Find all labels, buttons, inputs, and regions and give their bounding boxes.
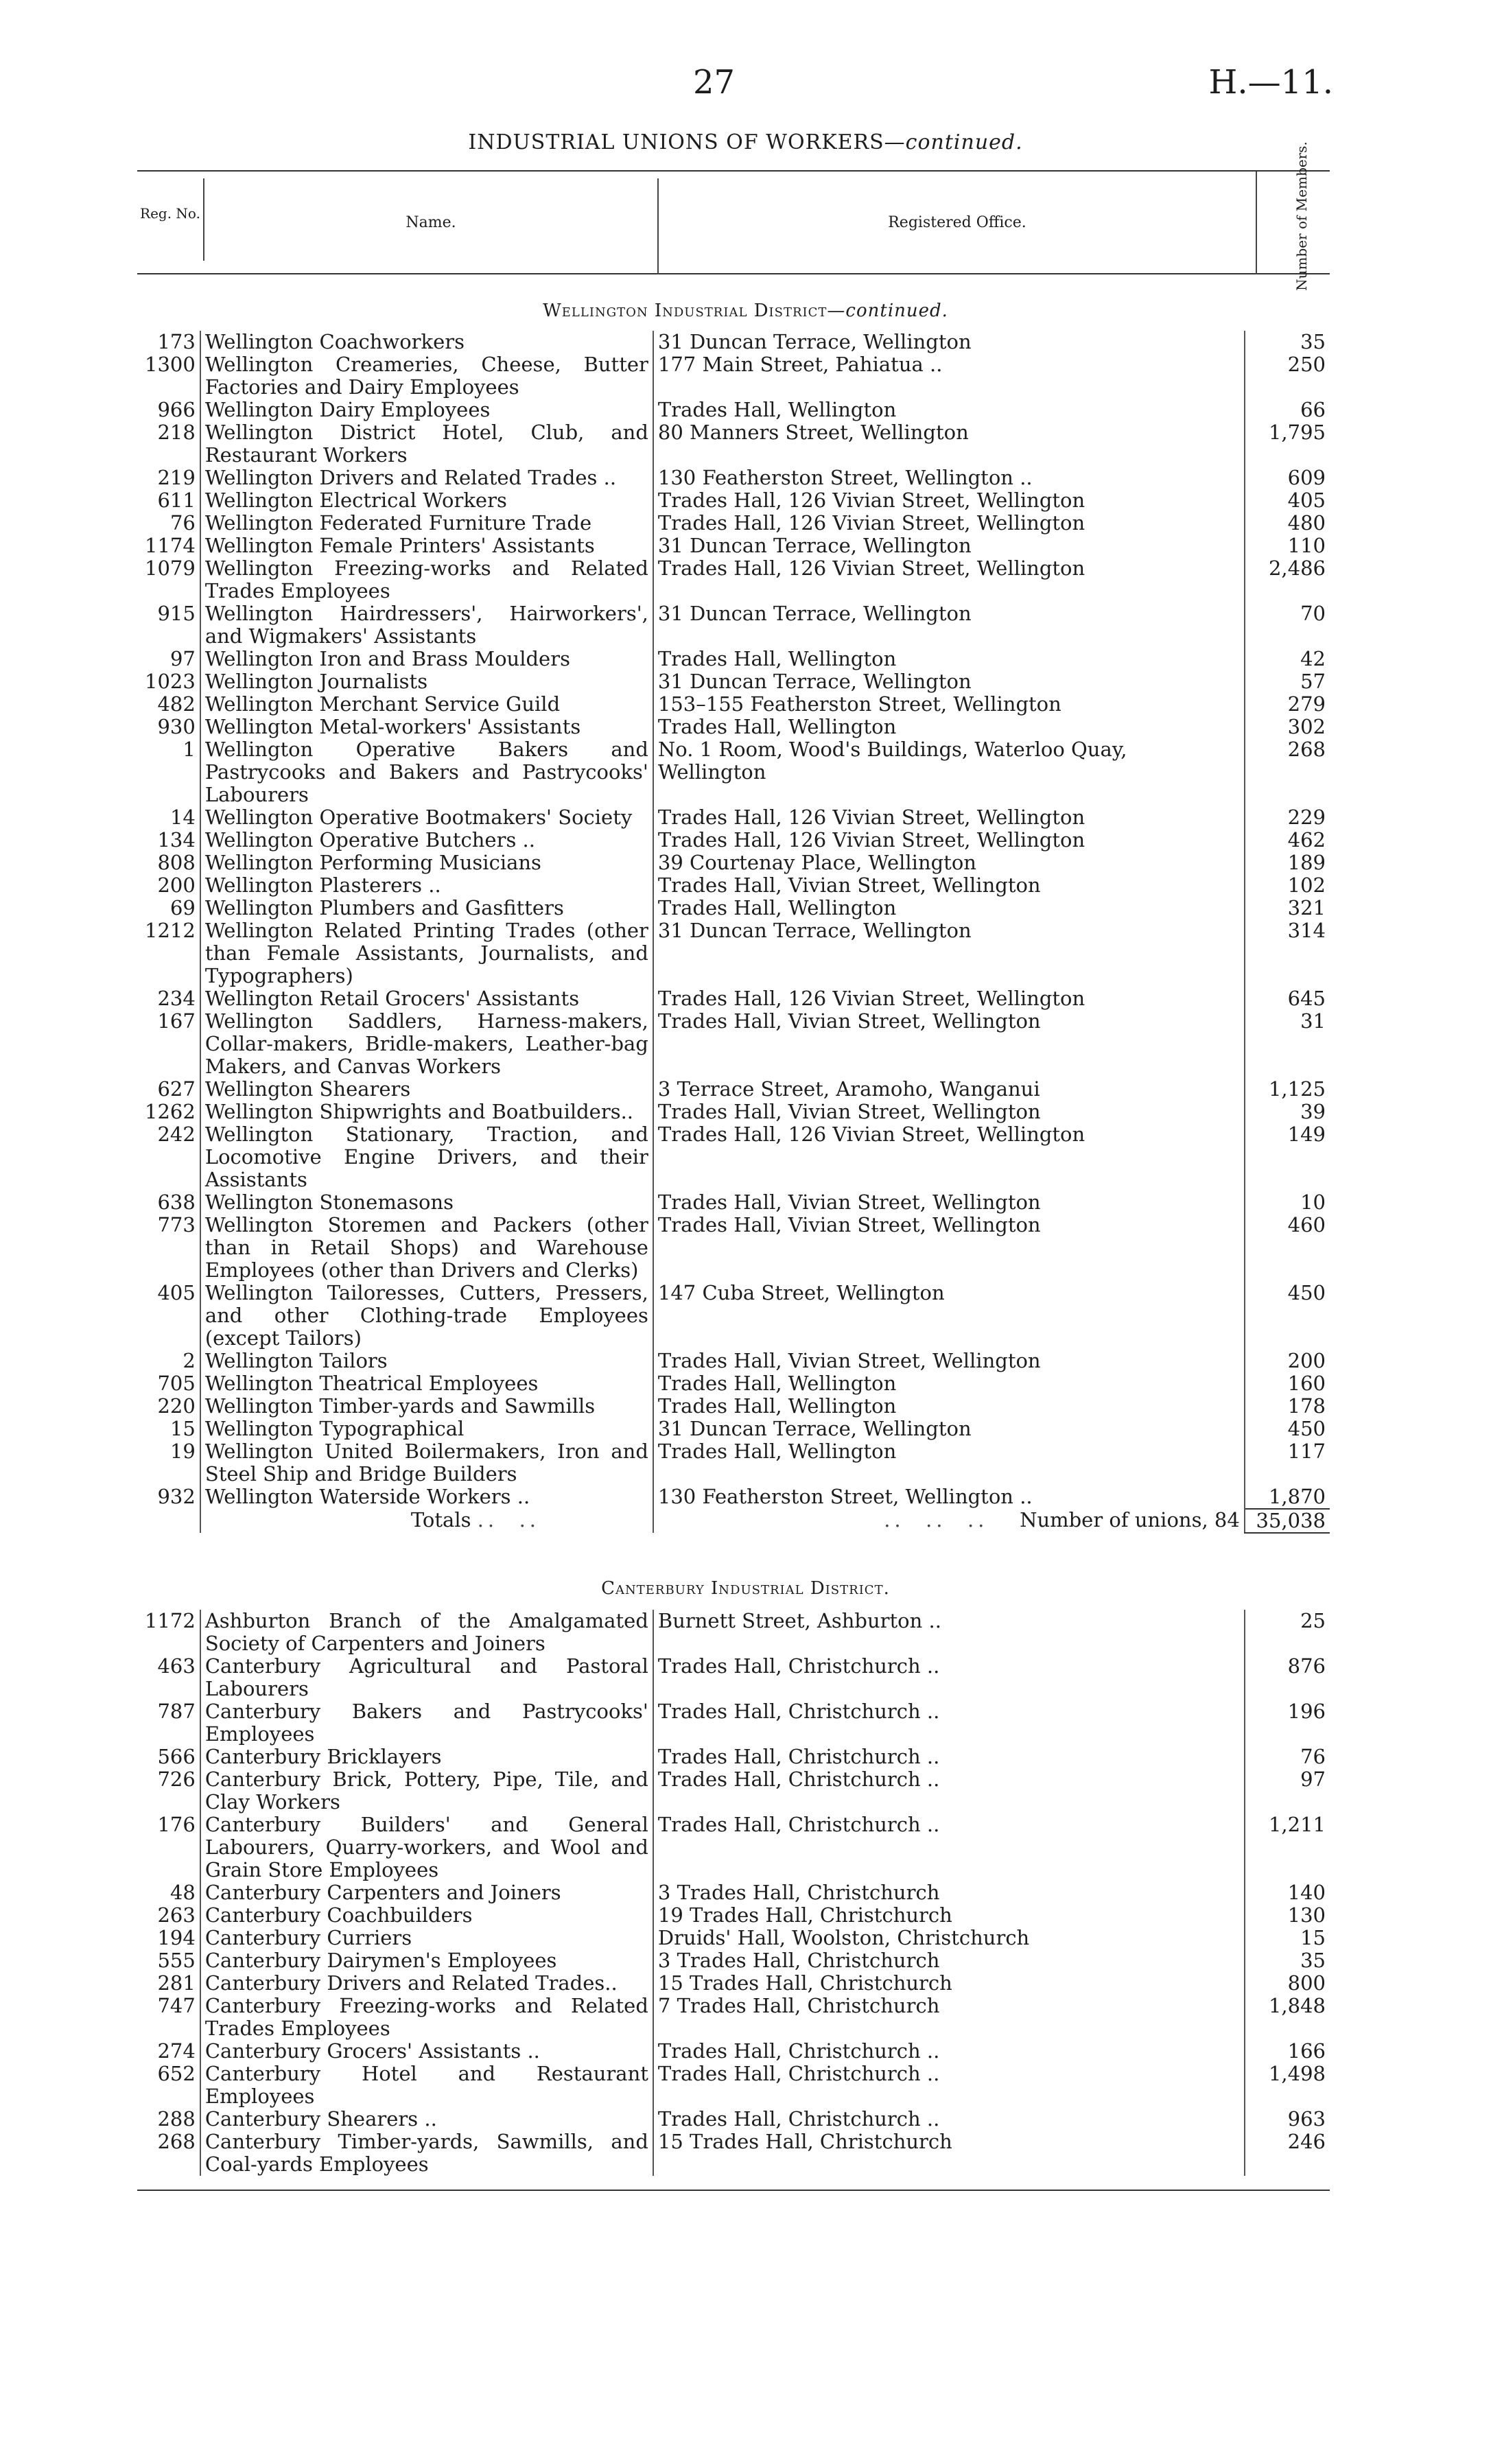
union-name-cell: Wellington Freezing-works and Related Trades Employees: [200, 557, 653, 602]
members-cell: 1,848: [1245, 1995, 1330, 2040]
union-name-cell: Canterbury Drivers and Related Trades..: [200, 1972, 653, 1995]
table-row: [137, 829, 1330, 852]
union-name-cell: Wellington United Boilermakers, Iron and Steel Ship and Bridge Builders: [200, 1440, 653, 1486]
members-cell: 166: [1245, 2040, 1330, 2063]
members-cell: 462: [1245, 829, 1330, 852]
union-name-cell: Wellington Creameries, Cheese, Butter Factories and Dairy Employees: [200, 353, 653, 399]
union-name-cell: Wellington Operative Butchers ..: [200, 829, 653, 852]
reg-no-cell: 405: [157, 1281, 196, 1304]
union-name-cell: Wellington Female Printers' Assistants: [200, 535, 653, 557]
union-name-cell: Canterbury Coachbuilders: [200, 1904, 653, 1927]
registered-office-cell: Trades Hall, Christchurch ..: [653, 1655, 1245, 1700]
members-cell: 609: [1245, 467, 1330, 489]
union-name-cell: Canterbury Freezing-works and Related Trades Employees: [200, 1995, 653, 2040]
reg-no-cell: 219: [157, 466, 196, 489]
table-row: [137, 2108, 1330, 2131]
totals-label: Totals: [410, 1508, 471, 1532]
union-name-cell: Wellington Iron and Brass Moulders: [200, 648, 653, 670]
table-row: [137, 1214, 1330, 1282]
totals-row: Totals .. .. .. .. .. Number of unions, 84 35,038: [137, 1509, 1330, 1533]
registered-office-cell: Trades Hall, Christchurch ..: [653, 2108, 1245, 2131]
registered-office-cell: 177 Main Street, Pahiatua ..: [653, 353, 1245, 399]
registered-office-cell: Trades Hall, Wellington: [653, 648, 1245, 670]
table-row: [137, 738, 1330, 806]
registered-office-cell: 80 Manners Street, Wellington: [653, 421, 1245, 467]
table-row: [137, 1995, 1330, 2040]
reg-no-cell: 966: [157, 398, 196, 421]
registered-office-cell: Trades Hall, 126 Vivian Street, Wellington: [653, 512, 1245, 535]
reg-no-cell: 220: [157, 1394, 196, 1418]
registered-office-cell: 31 Duncan Terrace, Wellington: [653, 1418, 1245, 1440]
registered-office-cell: 130 Featherston Street, Wellington ..: [653, 1486, 1245, 1509]
table-row: [137, 1768, 1330, 1814]
union-name-cell: Canterbury Bakers and Pastrycooks' Employees: [200, 1700, 653, 1746]
table-row: [137, 1904, 1330, 1927]
members-cell: 302: [1245, 716, 1330, 738]
table-row: [137, 1418, 1330, 1440]
registered-office-cell: 15 Trades Hall, Christchurch: [653, 1972, 1245, 1995]
union-name-cell: Canterbury Builders' and General Labourers, Quarry-workers, and Wool and Grain Store Employees: [200, 1814, 653, 1881]
registered-office-cell: Trades Hall, Vivian Street, Wellington: [653, 1101, 1245, 1123]
reg-no-cell: 1262: [145, 1100, 196, 1123]
reg-no-cell: 274: [157, 2039, 196, 2063]
union-name-cell: Canterbury Agricultural and Pastoral Labourers: [200, 1655, 653, 1700]
table-row: [137, 648, 1330, 670]
members-cell: 800: [1245, 1972, 1330, 1995]
registered-office-cell: Trades Hall, 126 Vivian Street, Wellington: [653, 1123, 1245, 1191]
members-cell: 70: [1245, 602, 1330, 648]
union-name-cell: Canterbury Carpenters and Joiners: [200, 1881, 653, 1904]
members-cell: 405: [1245, 489, 1330, 512]
registered-office-cell: 31 Duncan Terrace, Wellington: [653, 535, 1245, 557]
union-name-cell: Wellington District Hotel, Club, and Restaurant Workers: [200, 421, 653, 467]
table-row: [137, 512, 1330, 535]
members-cell: 876: [1245, 1655, 1330, 1700]
table-row: [137, 1486, 1330, 1509]
table-row: [137, 1010, 1330, 1078]
registered-office-cell: 31 Duncan Terrace, Wellington: [653, 331, 1245, 353]
table-row: [137, 399, 1330, 421]
members-cell: 189: [1245, 852, 1330, 874]
reg-no-cell: 288: [157, 2107, 196, 2131]
registered-office-cell: Burnett Street, Ashburton ..: [653, 1610, 1245, 1655]
registered-office-cell: Trades Hall, 126 Vivian Street, Wellington: [653, 489, 1245, 512]
table-row: [137, 535, 1330, 557]
reg-no-cell: 218: [157, 421, 196, 444]
page-title: [0, 130, 1491, 154]
title-text: INDUSTRIAL UNIONS OF WORKERS—: [468, 130, 906, 154]
reg-no-cell: 1300: [145, 353, 196, 376]
registered-office-cell: Trades Hall, Wellington: [653, 716, 1245, 738]
table-row: [137, 1123, 1330, 1191]
reg-no-cell: 638: [157, 1190, 196, 1214]
table-row: [137, 1972, 1330, 1995]
members-cell: 31: [1245, 1010, 1330, 1078]
registered-office-cell: 147 Cuba Street, Wellington: [653, 1282, 1245, 1350]
members-cell: 200: [1245, 1350, 1330, 1372]
reg-no-cell: 652: [157, 2062, 196, 2085]
reg-no-cell: 134: [157, 828, 196, 852]
reg-no-cell: 1174: [145, 534, 196, 557]
union-name-cell: Wellington Storemen and Packers (other than in Retail Shops) and Warehouse Employees (other than Drivers and Clerks): [200, 1214, 653, 1282]
registered-office-cell: Trades Hall, Wellington: [653, 1395, 1245, 1418]
union-name-cell: Wellington Operative Bootmakers' Society: [200, 806, 653, 829]
union-name-cell: Wellington Shipwrights and Boatbuilders..: [200, 1101, 653, 1123]
union-name-cell: Canterbury Timber-yards, Sawmills, and Coal-yards Employees: [200, 2131, 653, 2176]
reg-no-cell: 234: [157, 987, 196, 1010]
members-cell: 130: [1245, 1904, 1330, 1927]
registered-office-cell: 15 Trades Hall, Christchurch: [653, 2131, 1245, 2176]
union-name-cell: Ashburton Branch of the Amalgamated Society of Carpenters and Joiners: [200, 1610, 653, 1655]
members-cell: 480: [1245, 512, 1330, 535]
table-row: [137, 2040, 1330, 2063]
union-name-cell: Wellington Tailors: [200, 1350, 653, 1372]
registered-office-cell: 31 Duncan Terrace, Wellington: [653, 670, 1245, 693]
members-cell: 149: [1245, 1123, 1330, 1191]
table-row: [137, 716, 1330, 738]
members-cell: 1,498: [1245, 2063, 1330, 2108]
reg-no-cell: 627: [157, 1077, 196, 1101]
canterbury-unions-table: [137, 1610, 1330, 2176]
members-cell: 15: [1245, 1927, 1330, 1949]
registered-office-cell: Trades Hall, Wellington: [653, 1372, 1245, 1395]
reg-no-cell: 747: [157, 1994, 196, 2017]
reg-no-cell: 566: [157, 1745, 196, 1768]
page-number: 27: [693, 63, 736, 102]
union-name-cell: Wellington Retail Grocers' Assistants: [200, 987, 653, 1010]
members-cell: 196: [1245, 1700, 1330, 1746]
registered-office-cell: No. 1 Room, Wood's Buildings, Waterloo Quay, Wellington: [653, 738, 1245, 806]
registered-office-cell: Trades Hall, 126 Vivian Street, Wellington: [653, 829, 1245, 852]
table-row: [137, 1927, 1330, 1949]
table-row: [137, 353, 1330, 399]
union-name-cell: Wellington Stonemasons: [200, 1191, 653, 1214]
section-heading-wellington: Wellington Industrial District—continued.: [543, 301, 948, 321]
reg-no-cell: 263: [157, 1903, 196, 1927]
union-name-cell: Canterbury Dairymen's Employees: [200, 1949, 653, 1972]
members-cell: 66: [1245, 399, 1330, 421]
members-cell: 1,870: [1245, 1486, 1330, 1509]
table-row: [137, 852, 1330, 874]
table-row: [137, 331, 1330, 353]
members-cell: 42: [1245, 648, 1330, 670]
registered-office-cell: Trades Hall, Wellington: [653, 1440, 1245, 1486]
reg-no-cell: 932: [157, 1485, 196, 1508]
union-name-cell: Wellington Tailoresses, Cutters, Pressers, and other Clothing-trade Employees (except Tailors): [200, 1282, 653, 1350]
registered-office-cell: 3 Terrace Street, Aramoho, Wanganui: [653, 1078, 1245, 1101]
reg-no-cell: 1172: [145, 1609, 196, 1632]
reg-no-cell: 268: [157, 2130, 196, 2153]
registered-office-cell: 3 Trades Hall, Christchurch: [653, 1881, 1245, 1904]
union-name-cell: Wellington Shearers: [200, 1078, 653, 1101]
registered-office-cell: Trades Hall, Wellington: [653, 399, 1245, 421]
registered-office-cell: 153–155 Featherston Street, Wellington: [653, 693, 1245, 716]
members-cell: 10: [1245, 1191, 1330, 1214]
reg-no-cell: 14: [169, 806, 196, 829]
reg-no-cell: 69: [169, 896, 196, 919]
members-cell: 460: [1245, 1214, 1330, 1282]
reg-no-cell: 482: [157, 692, 196, 716]
totals-unions: Number of unions, 84: [1020, 1508, 1240, 1532]
registered-office-cell: Trades Hall, Christchurch ..: [653, 1814, 1245, 1881]
report-code: H.—11.: [1208, 63, 1333, 102]
table-row: [137, 421, 1330, 467]
union-name-cell: Wellington Electrical Workers: [200, 489, 653, 512]
reg-no-cell: 76: [169, 511, 196, 535]
column-header-office: Registered Office.: [888, 214, 1026, 231]
registered-office-cell: Druids' Hall, Woolston, Christchurch: [653, 1927, 1245, 1949]
members-cell: 450: [1245, 1282, 1330, 1350]
union-name-cell: Wellington Metal-workers' Assistants: [200, 716, 653, 738]
reg-no-cell: 1079: [145, 556, 196, 580]
table-row: [137, 1881, 1330, 1904]
union-name-cell: Canterbury Brick, Pottery, Pipe, Tile, and Clay Workers: [200, 1768, 653, 1814]
reg-no-cell: 915: [157, 602, 196, 625]
registered-office-cell: Trades Hall, Vivian Street, Wellington: [653, 874, 1245, 897]
reg-no-cell: 1212: [145, 919, 196, 942]
column-header-members: Number of Members.: [1293, 141, 1310, 291]
union-name-cell: Wellington Plumbers and Gasfitters: [200, 897, 653, 919]
table-row: [137, 557, 1330, 602]
table-row: [137, 670, 1330, 693]
table-row: [137, 806, 1330, 829]
members-cell: 97: [1245, 1768, 1330, 1814]
union-name-cell: Wellington Saddlers, Harness-makers, Collar-makers, Bridle-makers, Leather-bag Makers, and Canvas Workers: [200, 1010, 653, 1078]
members-cell: 268: [1245, 738, 1330, 806]
header-divider: [1256, 172, 1257, 274]
reg-no-cell: 176: [157, 1813, 196, 1836]
members-cell: 57: [1245, 670, 1330, 693]
union-name-cell: Wellington Stationary, Traction, and Locomotive Engine Drivers, and their Assistants: [200, 1123, 653, 1191]
registered-office-cell: 31 Duncan Terrace, Wellington: [653, 919, 1245, 987]
column-header-name: Name.: [406, 214, 456, 231]
reg-no-cell: 1: [183, 738, 196, 761]
title-continued: continued.: [905, 130, 1023, 154]
table-row: [137, 874, 1330, 897]
reg-no-cell: 2: [183, 1349, 196, 1372]
header-bottom-rule: [137, 273, 1330, 274]
table-row: [137, 919, 1330, 987]
table-row: [137, 467, 1330, 489]
reg-no-cell: 611: [157, 489, 196, 512]
reg-no-cell: 705: [157, 1372, 196, 1395]
wellington-unions-table: [137, 331, 1330, 1534]
table-row: [137, 1101, 1330, 1123]
registered-office-cell: Trades Hall, 126 Vivian Street, Wellington: [653, 557, 1245, 602]
registered-office-cell: Trades Hall, Christchurch ..: [653, 1768, 1245, 1814]
registered-office-cell: 3 Trades Hall, Christchurch: [653, 1949, 1245, 1972]
union-name-cell: Wellington Related Printing Trades (other than Female Assistants, Journalists, and Typographers): [200, 919, 653, 987]
registered-office-cell: Trades Hall, Christchurch ..: [653, 2063, 1245, 2108]
members-cell: 450: [1245, 1418, 1330, 1440]
table-row: [137, 897, 1330, 919]
table-row: [137, 1282, 1330, 1350]
column-header-reg-no: Reg. No.: [140, 205, 200, 222]
registered-office-cell: 39 Courtenay Place, Wellington: [653, 852, 1245, 874]
table-row: [137, 693, 1330, 716]
reg-no-cell: 97: [169, 647, 196, 670]
table-row: [137, 1372, 1330, 1395]
registered-office-cell: Trades Hall, 126 Vivian Street, Wellington: [653, 987, 1245, 1010]
members-cell: 140: [1245, 1881, 1330, 1904]
table-row: [137, 2131, 1330, 2176]
table-row: [137, 987, 1330, 1010]
reg-no-cell: 15: [169, 1417, 196, 1440]
table-row: [137, 602, 1330, 648]
members-cell: 1,211: [1245, 1814, 1330, 1881]
union-name-cell: Canterbury Grocers' Assistants ..: [200, 2040, 653, 2063]
union-name-cell: Wellington Performing Musicians: [200, 852, 653, 874]
union-name-cell: Canterbury Shearers ..: [200, 2108, 653, 2131]
union-name-cell: Wellington Coachworkers: [200, 331, 653, 353]
union-name-cell: Wellington Waterside Workers ..: [200, 1486, 653, 1509]
table-row: [137, 1700, 1330, 1746]
registered-office-cell: 130 Featherston Street, Wellington ..: [653, 467, 1245, 489]
table-row: [137, 1350, 1330, 1372]
members-cell: 1,125: [1245, 1078, 1330, 1101]
totals-members: 35,038: [1245, 1509, 1330, 1533]
table-row: [137, 1949, 1330, 1972]
reg-no-cell: 48: [169, 1881, 196, 1904]
registered-office-cell: 19 Trades Hall, Christchurch: [653, 1904, 1245, 1927]
members-cell: 321: [1245, 897, 1330, 919]
registered-office-cell: Trades Hall, Vivian Street, Wellington: [653, 1010, 1245, 1078]
members-cell: 160: [1245, 1372, 1330, 1395]
reg-no-cell: 194: [157, 1926, 196, 1949]
members-cell: 963: [1245, 2108, 1330, 2131]
table-row: [137, 1746, 1330, 1768]
registered-office-cell: Trades Hall, Wellington: [653, 897, 1245, 919]
table-row: [137, 489, 1330, 512]
reg-no-cell: 726: [157, 1768, 196, 1791]
table-row: [137, 1395, 1330, 1418]
members-cell: 35: [1245, 331, 1330, 353]
reg-no-cell: 463: [157, 1654, 196, 1678]
registered-office-cell: Trades Hall, Christchurch ..: [653, 2040, 1245, 2063]
members-cell: 110: [1245, 535, 1330, 557]
members-cell: 102: [1245, 874, 1330, 897]
union-name-cell: Wellington Plasterers ..: [200, 874, 653, 897]
union-name-cell: Wellington Drivers and Related Trades ..: [200, 467, 653, 489]
union-name-cell: Wellington Hairdressers', Hairworkers', and Wigmakers' Assistants: [200, 602, 653, 648]
registered-office-cell: Trades Hall, Vivian Street, Wellington: [653, 1214, 1245, 1282]
union-name-cell: Wellington Typographical: [200, 1418, 653, 1440]
reg-no-cell: 787: [157, 1700, 196, 1723]
registered-office-cell: 31 Duncan Terrace, Wellington: [653, 602, 1245, 648]
members-cell: 314: [1245, 919, 1330, 987]
reg-no-cell: 808: [157, 851, 196, 874]
members-cell: 1,795: [1245, 421, 1330, 467]
table-row: [137, 1440, 1330, 1486]
members-cell: 76: [1245, 1746, 1330, 1768]
table-row: [137, 1191, 1330, 1214]
reg-no-cell: 555: [157, 1949, 196, 1972]
reg-no-cell: 167: [157, 1009, 196, 1033]
reg-no-cell: 930: [157, 715, 196, 738]
members-cell: 229: [1245, 806, 1330, 829]
reg-no-cell: 173: [157, 330, 196, 353]
table-row: [137, 1078, 1330, 1101]
union-name-cell: Wellington Merchant Service Guild: [200, 693, 653, 716]
union-name-cell: Wellington Journalists: [200, 670, 653, 693]
registered-office-cell: Trades Hall, Vivian Street, Wellington: [653, 1350, 1245, 1372]
members-cell: 645: [1245, 987, 1330, 1010]
table-row: [137, 1610, 1330, 1655]
members-cell: 39: [1245, 1101, 1330, 1123]
reg-no-cell: 200: [157, 873, 196, 897]
reg-no-cell: 281: [157, 1971, 196, 1995]
header-top-rule: [137, 170, 1330, 172]
reg-no-cell: 242: [157, 1123, 196, 1146]
union-name-cell: Wellington Dairy Employees: [200, 399, 653, 421]
members-cell: 246: [1245, 2131, 1330, 2176]
union-name-cell: Wellington Theatrical Employees: [200, 1372, 653, 1395]
union-name-cell: Wellington Federated Furniture Trade: [200, 512, 653, 535]
registered-office-cell: Trades Hall, Christchurch ..: [653, 1700, 1245, 1746]
union-name-cell: Wellington Timber-yards and Sawmills: [200, 1395, 653, 1418]
members-cell: 2,486: [1245, 557, 1330, 602]
table-row: [137, 1814, 1330, 1881]
members-cell: 279: [1245, 693, 1330, 716]
union-name-cell: Wellington Operative Bakers and Pastrycooks and Bakers and Pastrycooks' Labourers: [200, 738, 653, 806]
section-heading-canterbury: Canterbury Industrial District.: [601, 1578, 890, 1599]
registered-office-cell: 7 Trades Hall, Christchurch: [653, 1995, 1245, 2040]
members-cell: 117: [1245, 1440, 1330, 1486]
union-name-cell: Canterbury Curriers: [200, 1927, 653, 1949]
union-name-cell: Canterbury Hotel and Restaurant Employees: [200, 2063, 653, 2108]
union-name-cell: Canterbury Bricklayers: [200, 1746, 653, 1768]
members-cell: 25: [1245, 1610, 1330, 1655]
members-cell: 35: [1245, 1949, 1330, 1972]
table-row: [137, 1655, 1330, 1700]
members-cell: 250: [1245, 353, 1330, 399]
registered-office-cell: Trades Hall, Vivian Street, Wellington: [653, 1191, 1245, 1214]
registered-office-cell: Trades Hall, 126 Vivian Street, Wellington: [653, 806, 1245, 829]
table-bottom-rule: [137, 2190, 1330, 2191]
reg-no-cell: 773: [157, 1213, 196, 1236]
members-cell: 178: [1245, 1395, 1330, 1418]
registered-office-cell: Trades Hall, Christchurch ..: [653, 1746, 1245, 1768]
table-row: [137, 2063, 1330, 2108]
reg-no-cell: 1023: [145, 670, 196, 693]
reg-no-cell: 19: [169, 1440, 196, 1463]
